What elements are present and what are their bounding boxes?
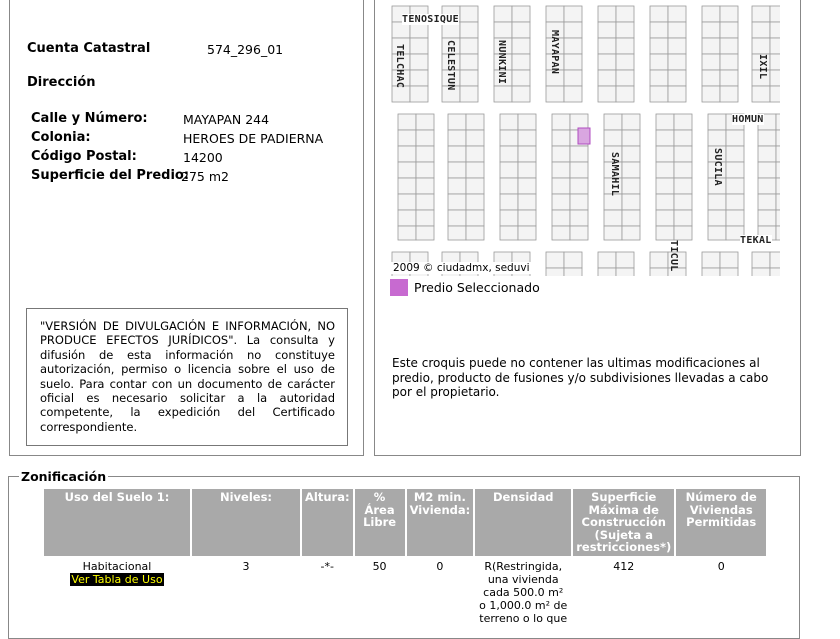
selected-parcel — [578, 128, 590, 144]
cell-densidad: R(Restringida, una vivienda cada 500.0 m² o 1,000.0 m² de terreno o lo que — [479, 559, 568, 625]
superficie-value: 275 m2 — [181, 169, 229, 184]
header-numero-viviendas: Número de Viviendas Permitidas — [676, 489, 766, 556]
direccion-label: Dirección — [27, 75, 96, 90]
colonia-value: HEROES DE PADIERNA — [183, 131, 324, 146]
header-niveles: Niveles: — [192, 489, 300, 556]
superficie-label: Superficie del Predio: — [31, 168, 190, 183]
street-tekal: TEKAL — [740, 235, 772, 246]
calle-value: MAYAPAN 244 — [183, 112, 270, 127]
ver-tabla-de-uso-link[interactable]: Ver Tabla de Uso — [71, 572, 163, 586]
street-sucila: SUCILA — [712, 148, 723, 186]
cadastral-map[interactable] — [388, 0, 780, 276]
street-tenosique: TENOSIQUE — [402, 14, 459, 25]
cuenta-catastral-value: 574_296_01 — [207, 42, 284, 57]
street-ticul: TICUL — [668, 240, 679, 272]
header-uso-suelo: Uso del Suelo 1: — [44, 489, 190, 556]
street-celestun: CELESTUN — [445, 40, 456, 91]
cell-niveles: 3 — [242, 559, 250, 573]
street-nunkini: NUNKINI — [496, 40, 507, 85]
street-mayapan: MAYAPAN — [549, 30, 560, 75]
cell-m2-min: 0 — [436, 559, 444, 573]
calle-label: Calle y Número: — [31, 111, 148, 126]
cell-numero-viviendas: 0 — [717, 559, 725, 573]
header-area-libre: % Área Libre — [355, 489, 405, 556]
table-header-row — [44, 489, 766, 556]
codigo-postal-value: 14200 — [183, 150, 223, 165]
uso-value: Habitacional — [82, 559, 152, 573]
codigo-postal-label: Código Postal: — [31, 149, 137, 164]
cell-area-libre: 50 — [372, 559, 387, 573]
selected-legend-label: Predio Seleccionado — [414, 280, 540, 295]
disclaimer-box: "VERSIÓN DE DIVULGACIÓN E INFORMACIÓN, NO PRODUCE EFECTOS JURÍDICOS". La consulta y difusión de esta información no constituye autorización, permiso o licencia sobre el uso de suelo. Para contar con un documento de carácter oficial es necesario solicitar a la autoridad competente, la expedición del Certificado correspondiente. — [26, 308, 348, 446]
colonia-label: Colonia: — [31, 130, 91, 145]
selected-legend-swatch — [390, 279, 408, 296]
street-homun: HOMUN — [732, 114, 764, 125]
zonificacion-title: Zonificación — [21, 469, 107, 484]
map-note: Este croquis puede no contener las ultimas modificaciones al predio, producto de fusiones y/o subdivisiones llevadas a cabo por el propietario. — [392, 356, 769, 399]
header-densidad: Densidad — [475, 489, 571, 556]
zonificacion-table — [42, 487, 768, 629]
cuenta-catastral-label: Cuenta Catastral — [27, 41, 151, 56]
cell-superficie-maxima: 412 — [613, 559, 635, 573]
street-samahil: SAMAHIL — [609, 152, 620, 197]
cell-uso — [44, 558, 190, 627]
cell-altura: -*- — [320, 559, 334, 573]
header-altura: Altura: — [302, 489, 353, 556]
header-superficie-maxima: Superficie Máxima de Construcción (Sujeta a restricciones*) — [573, 489, 674, 556]
street-ixil: IXIL — [757, 54, 768, 80]
table-row — [44, 558, 766, 627]
map-copyright: 2009 © ciudadmx, seduvi — [393, 262, 530, 274]
street-telchac: TELCHAC — [394, 44, 405, 89]
header-m2-min: M2 min. Vivienda: — [407, 489, 474, 556]
